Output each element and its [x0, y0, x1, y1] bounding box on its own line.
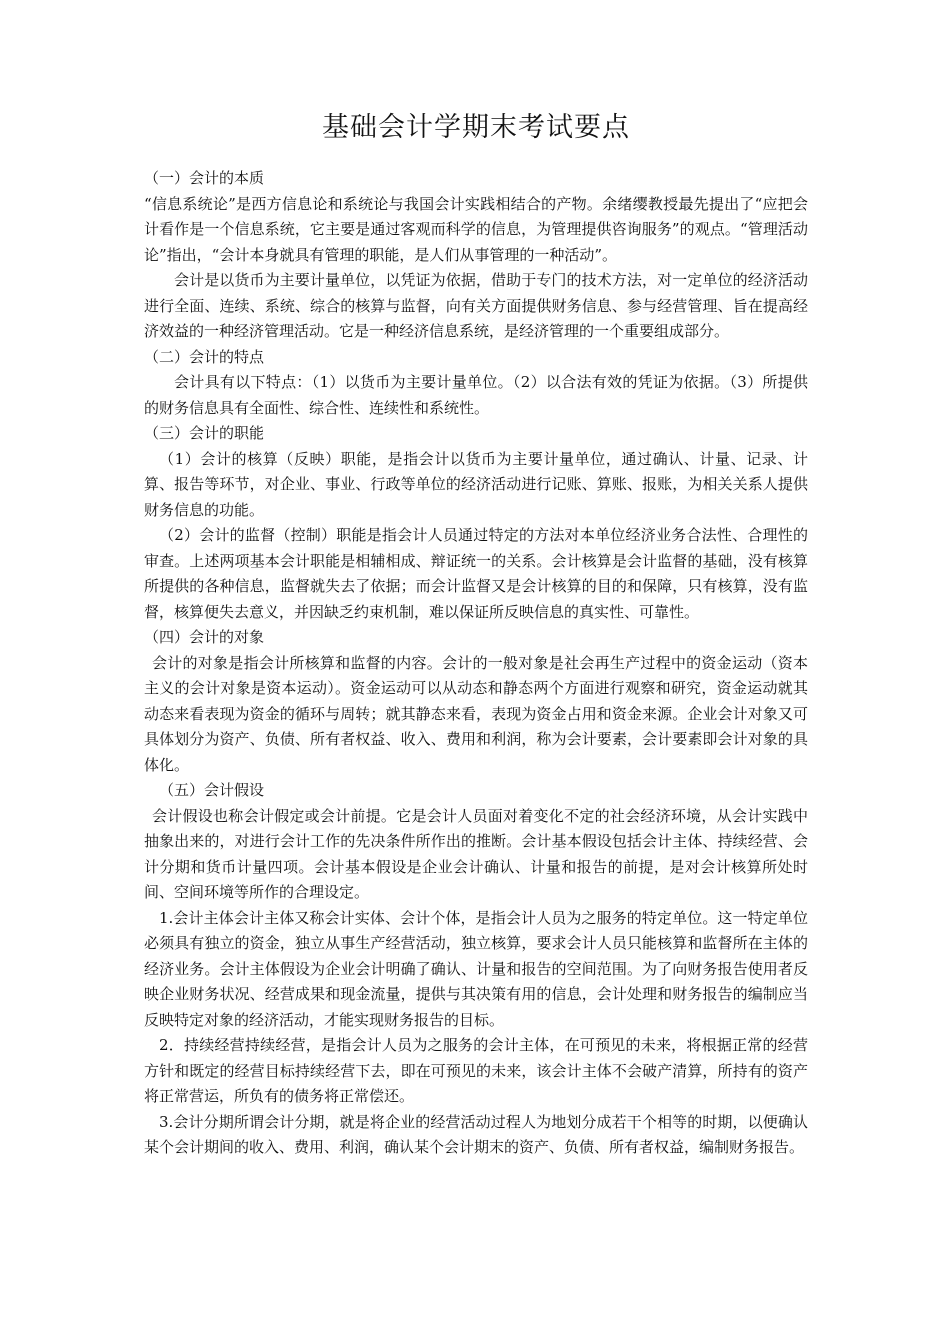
section-heading-1: （一）会计的本质	[144, 169, 265, 187]
paragraph: 2．持续经营持续经营，是指会计人员为之服务的会计主体，在可预见的未来，将根据正常的经营方针和既定的经营目标持续经营下去，即在可预见的未来，该会计主体不会破产清算，所持有的资产将正常营运，所负有的债务将正常偿还。	[144, 1036, 808, 1105]
paragraph: 会计假设也称会计假定或会计前提。它是会计人员面对着变化不定的社会经济环境，从会计实践中抽象出来的，对进行会计工作的先决条件所作出的推断。会计基本假设包括会计主体、持续经营、会计分期和货币计量四项。会计基本假设是企业会计确认、计量和报告的前提，是对会计核算所处时间、空间环境等所作的合理设定。	[144, 806, 808, 901]
paragraph: 1.会计主体会计主体又称会计实体、会计个体，是指会计人员为之服务的特定单位。这一特定单位必须具有独立的资金，独立从事生产经营活动，独立核算，要求会计人员只能核算和监督所在主体的经济业务。会计主体假设为企业会计明确了确认、计量和报告的空间范围。为了向财务报告使用者反映企业财务状况、经营成果和现金流量，提供与其决策有用的信息，会计处理和财务报告的编制应当反映特定对象的经济活动，才能实现财务报告的目标。	[144, 908, 808, 1029]
paragraph: 会计是以货币为主要计量单位，以凭证为依据，借助于专门的技术方法，对一定单位的经济活动进行全面、连续、系统、综合的核算与监督，向有关方面提供财务信息、参与经营管理、旨在提高经济效益的一种经济管理活动。它是一种经济信息系统，是经济管理的一个重要组成部分。	[144, 271, 808, 340]
paragraph: （2）会计的监督（控制）职能是指会计人员通过特定的方法对本单位经济业务合法性、合理性的审查。上述两项基本会计职能是相辅相成、辩证统一的关系。会计核算是会计监督的基础，没有核算所提供的各种信息，监督就失去了依据；而会计监督又是会计核算的目的和保障，只有核算，没有监督，核算便失去意义，并因缺乏约束机制，难以保证所反映信息的真实性、可靠性。	[144, 526, 808, 621]
section-heading-5: （五）会计假设	[159, 781, 265, 799]
paragraph: “信息系统论”是西方信息论和系统论与我国会计实践相结合的产物。余绪缨教授最先提出了“应把会计看作是一个信息系统，它主要是通过客观而科学的信息，为管理提供咨询服务”的观点。“管理活动论”指出，“会计本身就具有管理的职能，是人们从事管理的一种活动”。	[144, 194, 808, 264]
paragraph: （1）会计的核算（反映）职能，是指会计以货币为主要计量单位，通过确认、计量、记录、计算、报告等环节，对企业、事业、行政等单位的经济活动进行记账、算账、报账，为相关关系人提供财务信息的功能。	[144, 449, 808, 519]
section-heading-3: （三）会计的职能	[144, 424, 265, 442]
section-heading-2: （二）会计的特点	[144, 347, 265, 366]
document-title: 基础会计学期末考试要点	[322, 112, 630, 143]
document-page	[144, 110, 808, 1161]
section-heading-4: （四）会计的对象	[144, 628, 265, 646]
paragraph: 会计具有以下特点：（1）以货币为主要计量单位。（2）以合法有效的凭证为依据。（3）所提供的财务信息具有全面性、综合性、连续性和系统性。	[144, 373, 808, 417]
paragraph: 3.会计分期所谓会计分期，就是将企业的经营活动过程人为地划分成若干个相等的时期，以便确认某个会计期间的收入、费用、利润，确认某个会计期末的资产、负债、所有者权益，编制财务报告。	[144, 1112, 808, 1156]
paragraph: 会计的对象是指会计所核算和监督的内容。会计的一般对象是社会再生产过程中的资金运动（资本主义的会计对象是资本运动）。资金运动可以从动态和静态两个方面进行观察和研究，资金运动就其动态来看表现为资金的循环与周转；就其静态来看，表现为资金占用和资金来源。企业会计对象又可具体划分为资产、负债、所有者权益、收入、费用和利润，称为会计要素，会计要素即会计对象的具体化。	[144, 653, 808, 774]
